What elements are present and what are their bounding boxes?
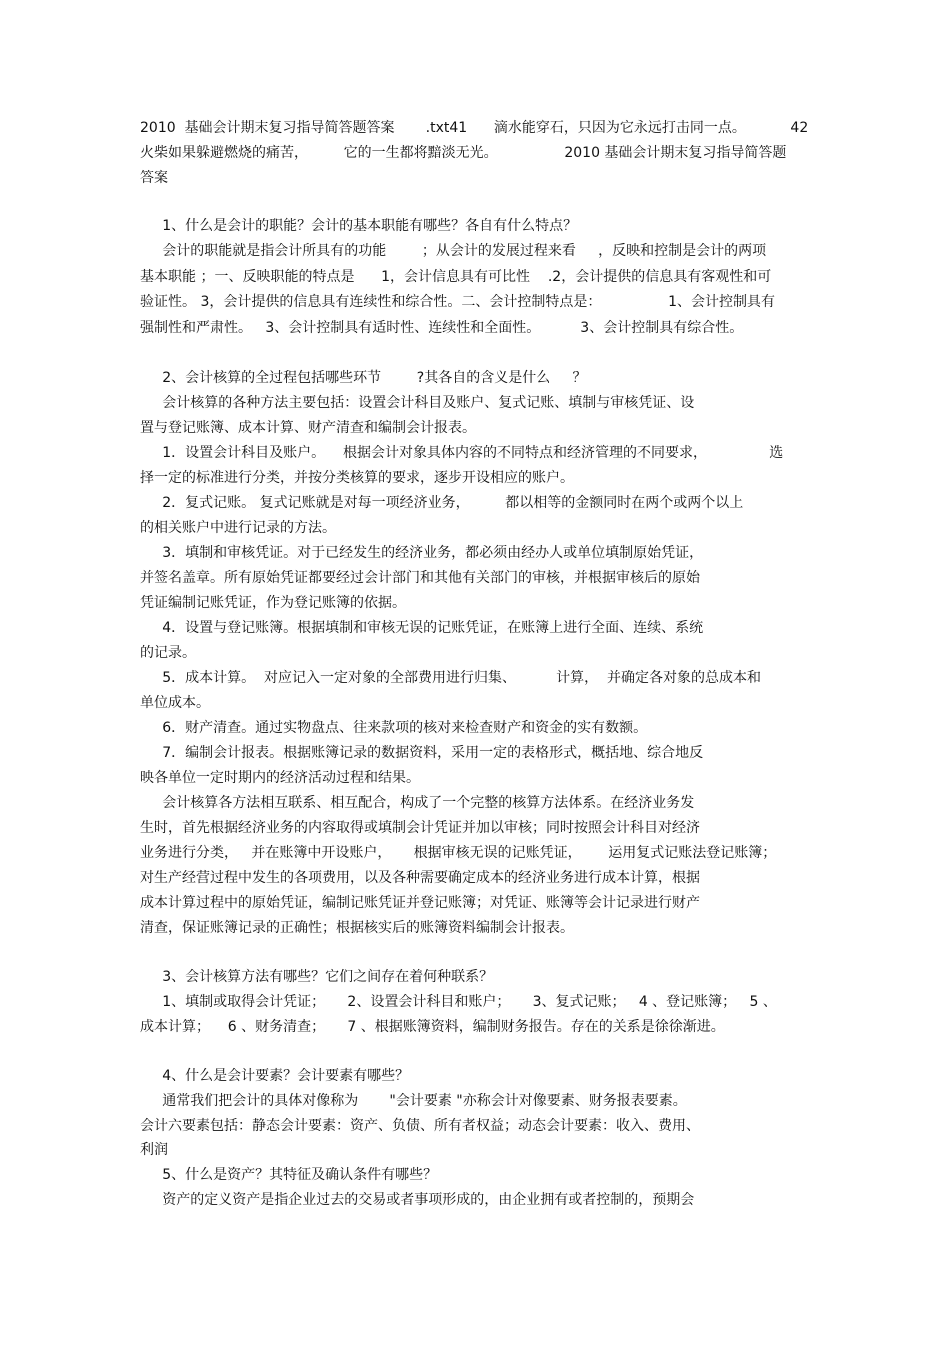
body-line: 业务进行分类， 并在账簿中开设账户， 根据审核无误的记账凭证， 运用复式记账法登记账簿； xyxy=(140,845,777,861)
question-heading: 5、什么是资产？其特征及确认条件有哪些？ xyxy=(140,1167,438,1183)
body-line: 的相关账户中进行记录的方法。 xyxy=(140,520,336,536)
header-line: 火柴如果躲避燃烧的痛苦， 它的一生都将黯淡无光。 2010 基础会计期末复习指导简答题 xyxy=(140,145,787,161)
body-line: 成本计算； 6 、财务清查； 7 、根据账簿资料，编制财务报告。存在的关系是徐徐渐进。 xyxy=(140,1019,725,1035)
body-line: 2．复式记账。 复式记账就是对每一项经济业务， 都以相等的金额同时在两个或两个以上 xyxy=(140,495,744,511)
question-heading: 1、什么是会计的职能？会计的基本职能有哪些？各自有什么特点？ xyxy=(140,218,578,234)
body-line: 4．设置与登记账簿。根据填制和审核无误的记账凭证，在账簿上进行全面、连续、系统 xyxy=(140,620,704,636)
body-line: 凭证编制记账凭证，作为登记账簿的依据。 xyxy=(140,595,406,611)
question-heading: 4、什么是会计要素？会计要素有哪些？ xyxy=(140,1068,410,1084)
header-line: 答案 xyxy=(140,170,168,186)
body-line: 利润 xyxy=(140,1142,168,1158)
question-heading: 2、会计核算的全过程包括哪些环节 ?其各自的含义是什么 ？ xyxy=(140,370,587,386)
body-line: 强制性和严肃性。 3、会计控制具有适时性、连续性和全面性。 3、会计控制具有综合性。 xyxy=(140,320,744,336)
body-line: 会计核算的各种方法主要包括：设置会计科目及账户、复式记账、填制与审核凭证、设 xyxy=(140,395,695,411)
body-line: 择一定的标准进行分类，并按分类核算的要求，逐步开设相应的账户。 xyxy=(140,470,574,486)
body-line: 置与登记账簿、成本计算、财产清查和编制会计报表。 xyxy=(140,420,476,436)
body-line: 3．填制和审核凭证。对于已经发生的经济业务，都必须由经办人或单位填制原始凭证， xyxy=(140,545,704,561)
body-line: 的记录。 xyxy=(140,645,196,661)
body-line: 验证性。 3，会计提供的信息具有连续性和综合性。二、会计控制特点是： 1、会计控制具有 xyxy=(140,294,776,310)
body-line: 生时，首先根据经济业务的内容取得或填制会计凭证并加以审核；同时按照会计科目对经济 xyxy=(140,820,700,836)
body-line: 基本职能 ；一、反映职能的特点是 1，会计信息具有可比性 .2，会计提供的信息具有客观性和可 xyxy=(140,269,772,285)
body-line: 6．财产清查。通过实物盘点、往来款项的核对来检查财产和资金的实有数额。 xyxy=(140,720,648,736)
body-line: 会计六要素包括：静态会计要素：资产、负债、所有者权益；动态会计要素：收入、费用、 xyxy=(140,1118,700,1134)
body-line: 1．设置会计科目及账户。 根据会计对象具体内容的不同特点和经济管理的不同要求， 选 xyxy=(140,445,784,461)
body-line: 1、填制或取得会计凭证； 2、设置会计科目和账户； 3、复式记账； 4 、登记账簿； 5 、 xyxy=(140,994,777,1010)
body-line: 通常我们把会计的具体对像称为 "会计要素 "亦称会计对像要素、财务报表要素。 xyxy=(140,1093,687,1109)
body-line: 单位成本。 xyxy=(140,695,210,711)
body-line: 成本计算过程中的原始凭证，编制记账凭证并登记账簿；对凭证、账簿等会计记录进行财产 xyxy=(140,895,700,911)
body-line: 对生产经营过程中发生的各项费用，以及各种需要确定成本的经济业务进行成本计算，根据 xyxy=(140,870,700,886)
body-line: 7．编制会计报表。根据账簿记录的数据资料，采用一定的表格形式，概括地、综合地反 xyxy=(140,745,704,761)
body-line: 会计的职能就是指会计所具有的功能 ；从会计的发展过程来看 ，反映和控制是会计的两项 xyxy=(140,243,767,259)
body-line: 资产的定义资产是指企业过去的交易或者事项形成的，由企业拥有或者控制的，预期会 xyxy=(140,1192,695,1208)
body-line: 会计核算各方法相互联系、相互配合，构成了一个完整的核算方法体系。在经济业务发 xyxy=(140,795,695,811)
body-line: 清查，保证账簿记录的正确性；根据核实后的账簿资料编制会计报表。 xyxy=(140,920,574,936)
body-line: 并签名盖章。所有原始凭证都要经过会计部门和其他有关部门的审核，并根据审核后的原始 xyxy=(140,570,700,586)
body-line: 5．成本计算。 对应记入一定对象的全部费用进行归集、 计算， 并确定各对象的总成本和 xyxy=(140,670,762,686)
body-line: 映各单位一定时期内的经济活动过程和结果。 xyxy=(140,770,420,786)
question-heading: 3、会计核算方法有哪些？它们之间存在着何种联系？ xyxy=(140,969,494,985)
header-line: 2010 基础会计期末复习指导简答题答案 .txt41 滴水能穿石，只因为它永远打击同一点。 42 xyxy=(140,120,809,136)
